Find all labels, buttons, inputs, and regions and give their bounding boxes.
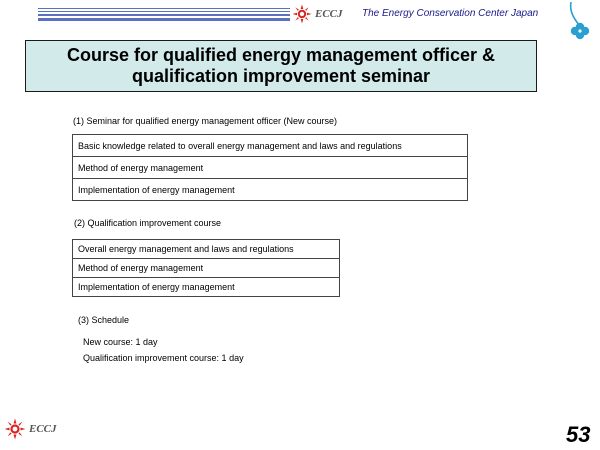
schedule-line-improvement-course: Qualification improvement course: 1 day	[83, 353, 244, 363]
table-cell: Method of energy management	[73, 259, 340, 278]
sun-logo-icon	[292, 4, 312, 24]
section-3-heading: (3) Schedule	[78, 315, 130, 325]
page-title	[67, 45, 495, 87]
footer-logo-text: ECCJ	[29, 423, 57, 435]
table-row	[73, 278, 340, 297]
section-1-heading: (1) Seminar for qualified energy management officer (New course)	[73, 116, 337, 126]
table-cell: Overall energy management and laws and regulations	[73, 240, 340, 259]
sun-logo-icon	[4, 418, 26, 440]
header-rule	[38, 8, 290, 22]
section-2-table	[72, 239, 340, 297]
title-line-2: qualification improvement seminar	[131, 66, 431, 86]
header-logo-text: ECCJ	[315, 8, 343, 20]
mascot-clover-icon	[563, 0, 597, 46]
page-number: 53	[566, 422, 591, 447]
table-row	[73, 157, 468, 179]
table-cell: Method of energy management	[73, 157, 468, 179]
table-row	[73, 179, 468, 201]
table-cell: Implementation of energy management	[73, 278, 340, 297]
title-line-1: Course for qualified energy management officer &	[66, 45, 496, 65]
title-box	[25, 40, 537, 92]
organization-name: The Energy Conservation Center Japan	[362, 8, 539, 19]
table-cell: Implementation of energy management	[73, 179, 468, 201]
table-row	[73, 135, 468, 157]
section-1-table	[72, 134, 468, 201]
header-logo	[292, 4, 343, 24]
table-row	[73, 240, 340, 259]
table-cell: Basic knowledge related to overall energy management and laws and regulations	[73, 135, 468, 157]
section-2-heading: (2) Qualification improvement course	[74, 218, 222, 228]
table-row	[73, 259, 340, 278]
footer-logo	[4, 418, 57, 440]
schedule-line-new-course: New course: 1 day	[83, 337, 158, 347]
